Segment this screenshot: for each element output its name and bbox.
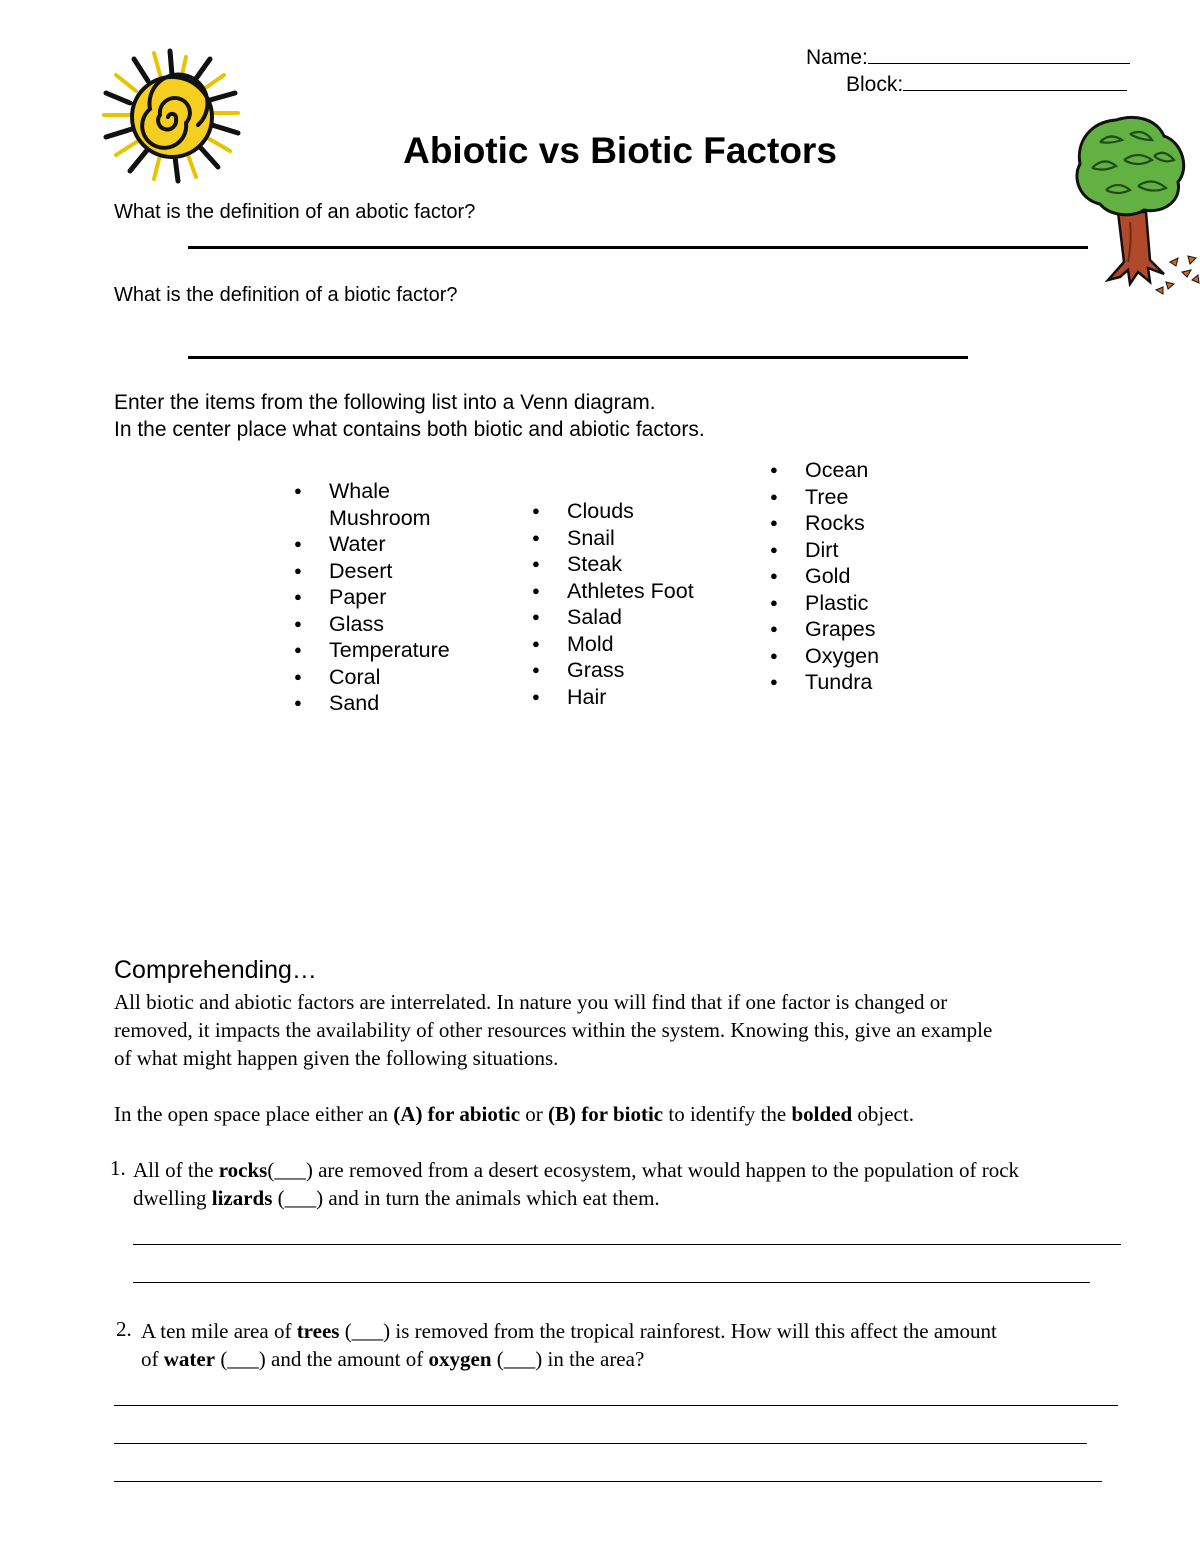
question-1-line-2 [133,1184,660,1212]
instruction-text: object. [852,1102,914,1126]
abiotic-code: (A) for abiotic [393,1102,521,1126]
question-1-answer-line[interactable] [133,1244,1121,1245]
item-list-column-1 [294,478,450,717]
instruction-text: to identify the [663,1102,792,1126]
venn-instruction-2: In the center place what contains both biotic and abiotic factors. [114,418,705,441]
list-item: ● Desert [294,558,450,585]
biotic-answer-line[interactable] [188,356,968,359]
instruction-text: In the open space place either an [114,1102,394,1126]
list-item: ● Temperature [294,637,450,664]
answer-key-instruction [114,1100,914,1128]
bolded-word: bolded [791,1102,853,1126]
comprehending-paragraph-line-1: All biotic and abiotic factors are interrelated. In nature you will find that if one factor is changed or [114,990,948,1014]
list-item: ● Dirt [770,537,879,564]
list-item: ● Plastic [770,590,879,617]
instruction-text: or [520,1102,549,1126]
question-1-line-1 [133,1156,1019,1184]
list-item: ● Rocks [770,510,879,537]
list-item: ● Glass [294,611,450,638]
page-title: Abiotic vs Biotic Factors [403,130,837,171]
list-item: ● Sand [294,690,450,717]
question-1-answer-line[interactable] [133,1282,1090,1283]
bold-term-lizards: lizards [211,1186,273,1210]
list-item: ● Athletes Foot [532,578,694,605]
abiotic-definition-question: What is the definition of an abotic factor? [114,201,476,223]
question-2-answer-line[interactable] [114,1443,1087,1444]
question-text: dwelling [133,1186,212,1210]
list-item: ● Steak [532,551,694,578]
comprehending-paragraph-line-2: removed, it impacts the availability of other resources within the system. Knowing this, give an example [114,1018,993,1042]
list-item: ● Tree [770,484,879,511]
venn-instruction-1: Enter the items from the following list into a Venn diagram. [114,391,656,414]
name-blank[interactable] [868,45,1130,64]
bold-term-oxygen: oxygen [428,1347,492,1371]
question-text: (___) in the area? [491,1347,645,1371]
list-item: ● Salad [532,604,694,631]
biotic-definition-question: What is the definition of a biotic factor? [114,284,458,306]
list-item: ● Grass [532,657,694,684]
block-field[interactable] [846,72,1127,97]
question-2-number: 2. [116,1317,132,1341]
list-item: Mushroom [329,505,431,530]
list-item: ● Whale [294,478,450,505]
bold-term-water: water [163,1347,216,1371]
list-item: ● Grapes [770,616,879,643]
block-blank[interactable] [903,72,1127,91]
question-1-number: 1. [110,1156,126,1180]
bold-term-trees: trees [296,1319,340,1343]
question-text: of [141,1347,164,1371]
question-text: (___) is removed from the tropical rainforest. How will this affect the amount [339,1319,997,1343]
list-item: ● Paper [294,584,450,611]
question-2-line-2 [141,1345,644,1373]
list-item: ● Gold [770,563,879,590]
list-item: ● Oxygen [770,643,879,670]
name-label: Name: [806,46,868,69]
list-item: ● Ocean [770,457,879,484]
question-text: A ten mile area of [141,1319,297,1343]
comprehending-heading: Comprehending… [114,956,317,984]
list-item: ● Coral [294,664,450,691]
biotic-code: (B) for biotic [548,1102,664,1126]
item-list-column-2 [532,498,694,710]
question-2-line-1 [141,1317,997,1345]
list-item: ● Mold [532,631,694,658]
question-text: (___) and in turn the animals which eat them. [272,1186,660,1210]
question-2-answer-line[interactable] [114,1481,1102,1482]
question-2-answer-line[interactable] [114,1405,1118,1406]
list-item: ● Clouds [532,498,694,525]
question-text: All of the [133,1158,219,1182]
question-text: (___) and the amount of [215,1347,429,1371]
name-field[interactable] [806,45,1130,70]
list-item: ● Snail [532,525,694,552]
abiotic-answer-line[interactable] [188,246,1088,249]
question-text: (___) are removed from a desert ecosystem, what would happen to the population of rock [267,1158,1020,1182]
list-item: ● Water [294,531,450,558]
comprehending-paragraph-line-3: of what might happen given the following situations. [114,1046,559,1070]
list-item: ● Tundra [770,669,879,696]
bold-term-rocks: rocks [218,1158,268,1182]
list-item: ● Hair [532,684,694,711]
block-label: Block: [846,73,904,96]
item-list-column-3 [770,457,879,696]
